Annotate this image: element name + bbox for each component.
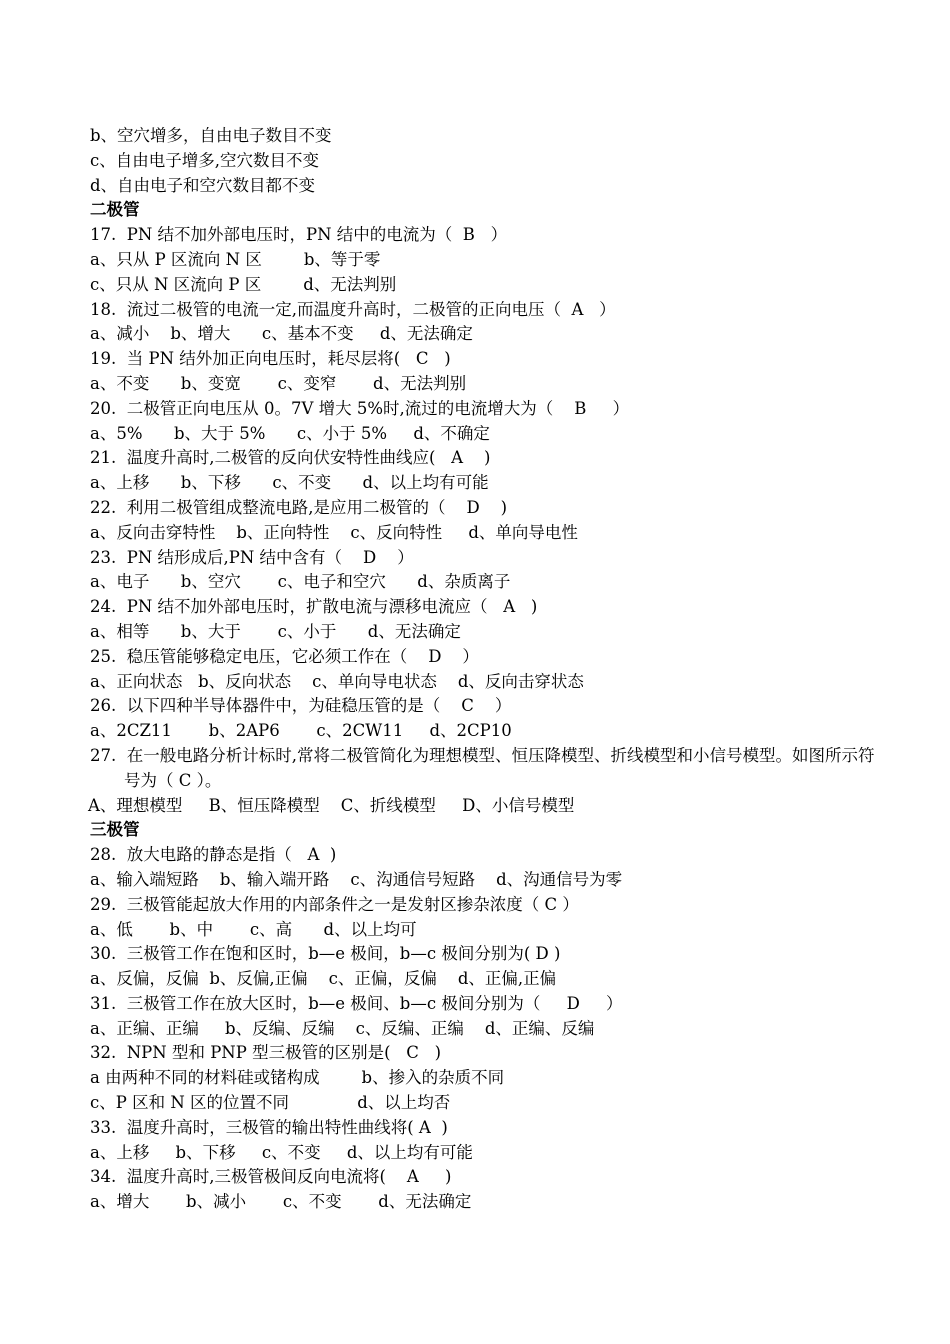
text-line: 18. 流过二极管的电流一定,而温度升高时，二极管的正向电压（ A ） (90, 299, 616, 319)
text-line: a、上移 b、下移 c、不变 d、以上均有可能 (90, 473, 489, 493)
text-line: c、自由电子增多,空穴数目不变 (90, 150, 319, 170)
text-line: a、减小 b、增大 c、基本不变 d、无法确定 (90, 324, 473, 344)
text-line: a、不变 b、变宽 c、变窄 d、无法判别 (90, 373, 467, 393)
text-line: 21. 温度升高时,二极管的反向伏安特性曲线应( A ) (90, 448, 491, 468)
text-line: A、理想模型 B、恒压降模型 C、折线模型 D、小信号模型 (88, 795, 575, 815)
section-heading: 二极管 (90, 200, 140, 220)
text-line: d、自由电子和空穴数目都不变 (90, 175, 316, 195)
text-line: 19. 当 PN 结外加正向电压时，耗尽层将( C ) (90, 349, 451, 369)
text-line: a、低 b、中 c、高 d、以上均可 (90, 919, 417, 939)
text-line: 30. 三极管工作在饱和区时，b—e 极间，b—c 极间分别为( D ) (90, 944, 561, 964)
text-line: a、只从 P 区流向 N 区 b、等于零 (90, 249, 381, 269)
text-line: 31. 三极管工作在放大区时，b—e 极间、b—c 极间分别为（ D ） (90, 993, 623, 1013)
text-line: a、上移 b、下移 c、不变 d、以上均有可能 (90, 1142, 473, 1162)
text-line: a、正编、正编 b、反编、反编 c、反编、正编 d、正编、反编 (90, 1018, 595, 1038)
section-heading: 三极管 (90, 820, 140, 840)
text-line: 26. 以下四种半导体器件中，为硅稳压管的是（ C ） (90, 696, 512, 716)
text-line: a 由两种不同的材料硅或锗构成 b、掺入的杂质不同 (90, 1068, 505, 1088)
text-line: 32. NPN 型和 PNP 型三极管的区别是( C ) (90, 1043, 442, 1063)
text-line: 23. PN 结形成后,PN 结中含有（ D ） (90, 547, 414, 567)
text-line: a、增大 b、减小 c、不变 d、无法确定 (90, 1192, 472, 1212)
text-line: b、空穴增多，自由电子数目不变 (90, 126, 332, 145)
text-line: 33. 温度升高时，三极管的输出特性曲线将( A ) (90, 1117, 448, 1137)
text-line: c、P 区和 N 区的位置不同 d、以上均否 (90, 1093, 451, 1113)
text-line: a、正向状态 b、反向状态 c、单向导电状态 d、反向击穿状态 (90, 671, 584, 691)
text-line: 25. 稳压管能够稳定电压，它必须工作在（ D ） (90, 646, 479, 666)
text-line: 17. PN 结不加外部电压时，PN 结中的电流为（ B ） (90, 225, 508, 245)
text-line: a、反偏，反偏 b、反偏,正偏 c、正偏，反偏 d、正偏,正偏 (90, 969, 557, 989)
text-line: a、电子 b、空穴 c、电子和空穴 d、杂质离子 (90, 572, 511, 592)
text-line: a、5% b、大于 5% c、小于 5% d、不确定 (90, 423, 490, 443)
text-line: 20. 二极管正向电压从 0。7V 增大 5%时,流过的电流增大为（ B ） (90, 398, 630, 418)
text-line: a、相等 b、大于 c、小于 d、无法确定 (90, 621, 461, 641)
text-line: a、输入端短路 b、输入端开路 c、沟通信号短路 d、沟通信号为零 (90, 869, 623, 889)
text-line: 24. PN 结不加外部电压时，扩散电流与漂移电流应（ A ) (90, 597, 538, 617)
text-line: a、反向击穿特性 b、正向特性 c、反向特性 d、单向导电性 (90, 522, 578, 542)
text-line: 27. 在一般电路分析计标时,常将二极管简化为理想模型、恒压降模型、折线模型和小信号模型。如图所示符号为（ C ）。 (90, 745, 875, 790)
text-line: 22. 利用二极管组成整流电路,是应用二极管的（ D ) (90, 497, 508, 517)
text-line: c、只从 N 区流向 P 区 d、无法判别 (90, 274, 397, 294)
text-line: 29. 三极管能起放大作用的内部条件之一是发射区掺杂浓度（ C ） (90, 894, 579, 914)
document-page (90, 124, 880, 1215)
text-line: 34. 温度升高时,三极管极间反向电流将( A ) (90, 1167, 452, 1187)
text-line: a、2CZ11 b、2AP6 c、2CW11 d、2CP10 (90, 721, 512, 741)
text-line: 28. 放大电路的静态是指（ A ) (90, 845, 337, 865)
